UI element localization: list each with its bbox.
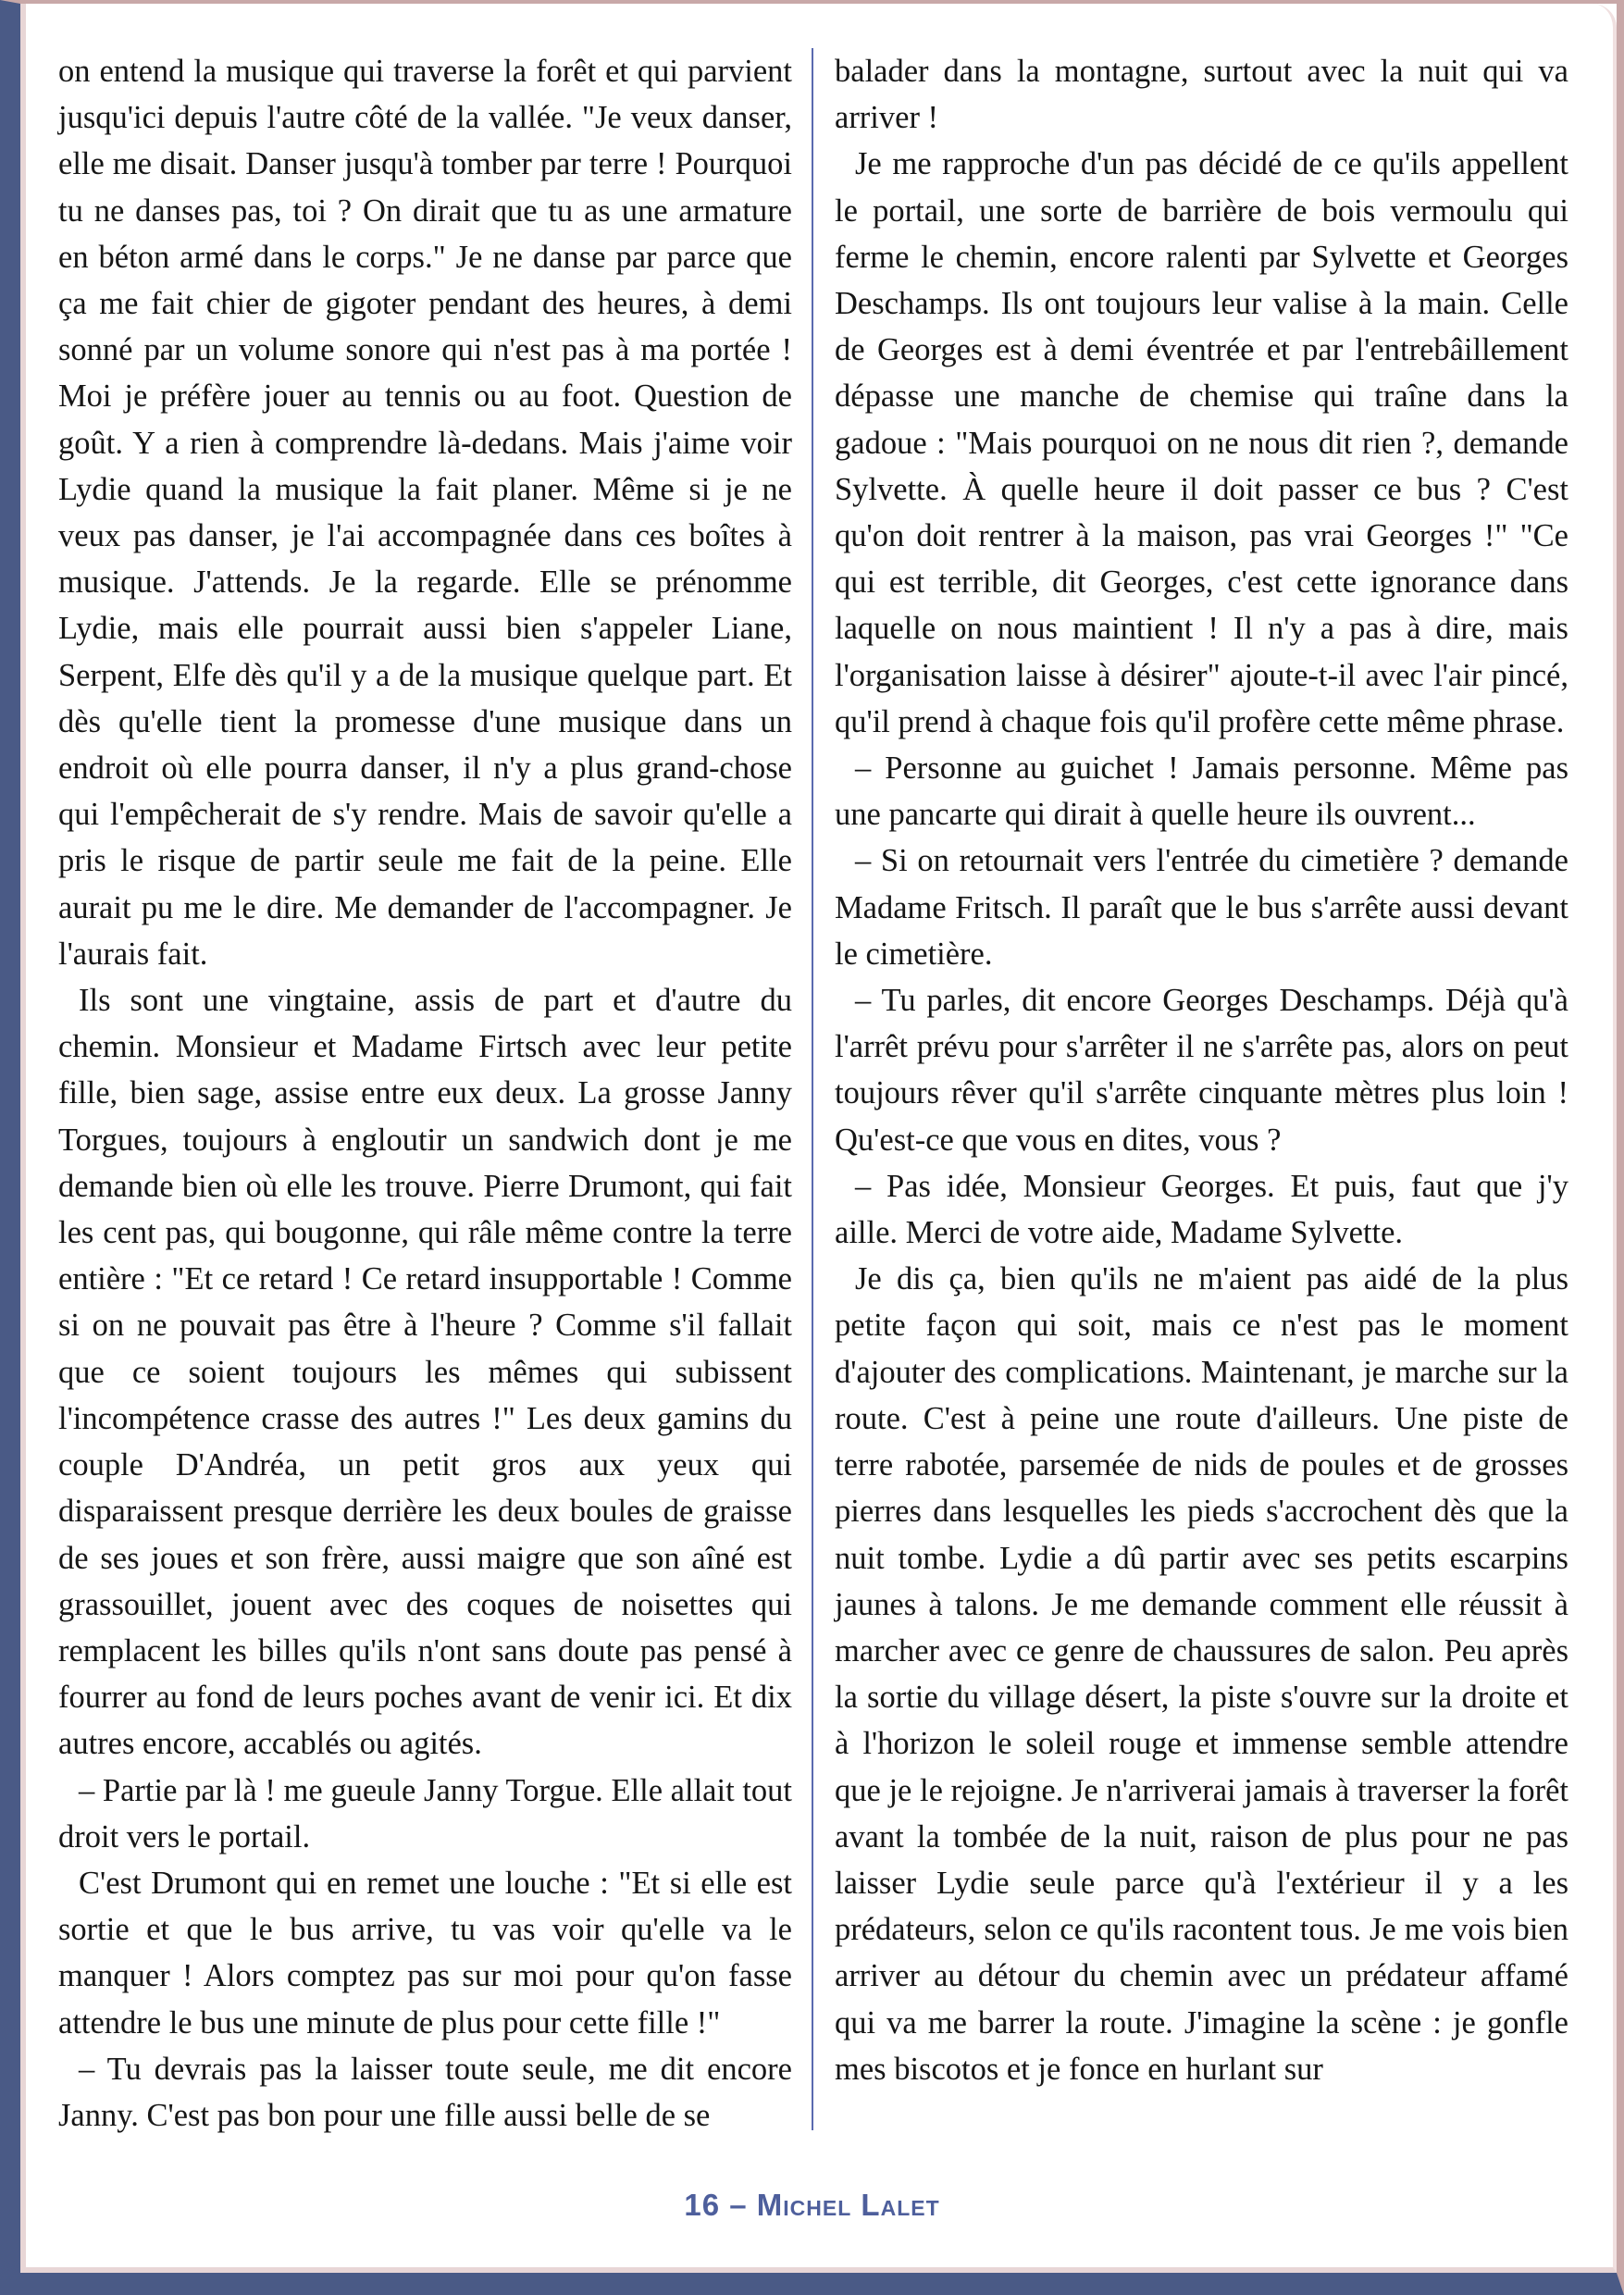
page-footer bbox=[0, 2188, 1624, 2223]
page-number: 16 bbox=[684, 2188, 721, 2222]
paragraph: – Partie par là ! me gueule Janny Torgue. Elle allait tout droit vers le portail. bbox=[58, 1772, 792, 1855]
paragraph: – Tu parles, dit encore Georges Deschamps. Déjà qu'à l'arrêt prévu pour s'arrêter il ne s'arrête pas, alors on peut toujours rêver qu'il s'arrête cinquante mètres plus loin ! Qu'est-ce que vous en dites, vous ? bbox=[835, 983, 1568, 1158]
paragraph: – Tu devrais pas la laisser toute seule, me dit encore Janny. C'est pas bon pour une fille aussi belle de se bbox=[58, 2051, 792, 2133]
author-name: Michel Lalet bbox=[756, 2188, 940, 2222]
paragraph: – Pas idée, Monsieur Georges. Et puis, faut que j'y aille. Merci de votre aide, Madame Sylvette. bbox=[835, 1168, 1568, 1251]
left-column bbox=[58, 48, 792, 2139]
paragraph: Je me rapproche d'un pas décidé de ce qu'ils appellent le portail, une sorte de barrière de bois vermoulu qui ferme le chemin, encore ralenti par Sylvette et Georges Deschamps. Ils ont toujours leur valise à la main. Celle de Georges est à demi éventrée et par l'entrebâillement dépasse une manche de chemise qui traîne dans la gadoue : "Mais pourquoi on ne nous dit rien ?, demande Sylvette. À quelle heure il doit passer ce bus ? C'est qu'on doit rentrer à la maison, pas vrai Georges !" "Ce qui est terrible, dit Georges, c'est cette ignorance dans laquelle on nous maintient ! Il n'y a pas à dire, mais l'organisation laisse à désirer" ajoute-t-il avec l'air pincé, qu'il prend à chaque fois qu'il profère cette même phrase. bbox=[835, 146, 1568, 739]
paragraph: Ils sont une vingtaine, assis de part et d'autre du chemin. Monsieur et Madame Firtsch avec leur petite fille, bien sage, assise entre eux deux. La grosse Janny Torgues, toujours à engloutir un sandwich dont je me demande bien où elle les trouve. Pierre Drumont, qui fait les cent pas, qui bougonne, qui râle même contre la terre entière : "Et ce retard ! Ce retard insupportable ! Comme si on ne pouvait pas être à l'heure ? Comme s'il fallait que ce soient toujours les mêmes qui subissent l'incompétence crasse des autres !" Les deux gamins du couple D'Andréa, un petit gros aux yeux qui disparaissent presque derrière les deux boules de graisse de ses joues et son frère, aussi maigre que son aîné est grassouillet, jouent avec des coques de noisettes qui remplacent les billes qu'ils n'ont sans doute pas pensé à fourrer au fond de leurs poches avant de venir ici. Et dix autres encore, accablés ou agités. bbox=[58, 983, 792, 1762]
right-column bbox=[835, 48, 1568, 2092]
footer-separator: – bbox=[729, 2188, 748, 2222]
column-divider bbox=[812, 48, 813, 2130]
paragraph: balader dans la montagne, surtout avec la nuit qui va arriver ! bbox=[835, 54, 1568, 136]
paragraph: – Personne au guichet ! Jamais personne. Même pas une pancarte qui dirait à quelle heure ils ouvrent... bbox=[835, 751, 1568, 833]
paragraph: on entend la musique qui traverse la forêt et qui parvient jusqu'ici depuis l'autre côté de la vallée. "Je veux danser, elle me disait. Danser jusqu'à tomber par terre ! Pourquoi tu ne danses pas, toi ? On dirait que tu as une armature en béton armé dans le corps." Je ne danse par parce que ça me fait chier de gigoter pendant des heures, à demi sonné par un volume sonore qui n'est pas à ma portée ! Moi je préfère jouer au tennis ou au foot. Question de goût. Y a rien à comprendre là-dedans. Mais j'aime voir Lydie quand la musique la fait planer. Même si je ne veux pas danser, je l'ai accompagnée dans ces boîtes à musique. J'attends. Je la regarde. Elle se prénomme Lydie, mais elle pourrait aussi bien s'appeler Liane, Serpent, Elfe dès qu'il y a de la musique quelque part. Et dès qu'elle tient la promesse d'une musique dans un endroit où elle pourra danser, il n'y a plus grand-chose qui l'empêcherait de s'y rendre. Mais de savoir qu'elle a pris le risque de partir seule me fait de la peine. Elle aurait pu me le dire. Me demander de l'accompagner. Je l'aurais fait. bbox=[58, 54, 792, 972]
paragraph: C'est Drumont qui en remet une louche : "Et si elle est sortie et que le bus arrive, tu vas voir qu'elle va le manquer ! Alors comptez pas sur moi pour qu'on fasse attendre le bus une minute de plus pour cette fille !" bbox=[58, 1865, 792, 2041]
paragraph: Je dis ça, bien qu'ils ne m'aient pas aidé de la plus petite façon qui soit, mais ce n'est pas le moment d'ajouter des complications. Maintenant, je marche sur la route. C'est à peine une route d'ailleurs. Une piste de terre rabotée, parsemée de nids de poules et de grosses pierres dans lesquelles les pieds s'accrochent dès que la nuit tombe. Lydie a dû partir avec ses petits escarpins jaunes à talons. Je me demande comment elle réussit à marcher avec ce genre de chaussures de salon. Peu après la sortie du village désert, la piste s'ouvre sur la droite et à l'horizon le soleil rouge et immense semble attendre que je le rejoigne. Je n'arriverai jamais à traverser la forêt avant la tombée de la nuit, raison de plus pour ne pas laisser Lydie seule parce qu'à l'extérieur il y a les prédateurs, selon ce qu'ils racontent tous. Je me vois bien arriver au détour du chemin avec un prédateur affamé qui va me barrer la route. J'imagine la scène : je gonfle mes biscotos et je fonce en hurlant sur bbox=[835, 1261, 1568, 2087]
paragraph: – Si on retournait vers l'entrée du cimetière ? demande Madame Fritsch. Il paraît que le bus s'arrête aussi devant le cimetière. bbox=[835, 843, 1568, 972]
